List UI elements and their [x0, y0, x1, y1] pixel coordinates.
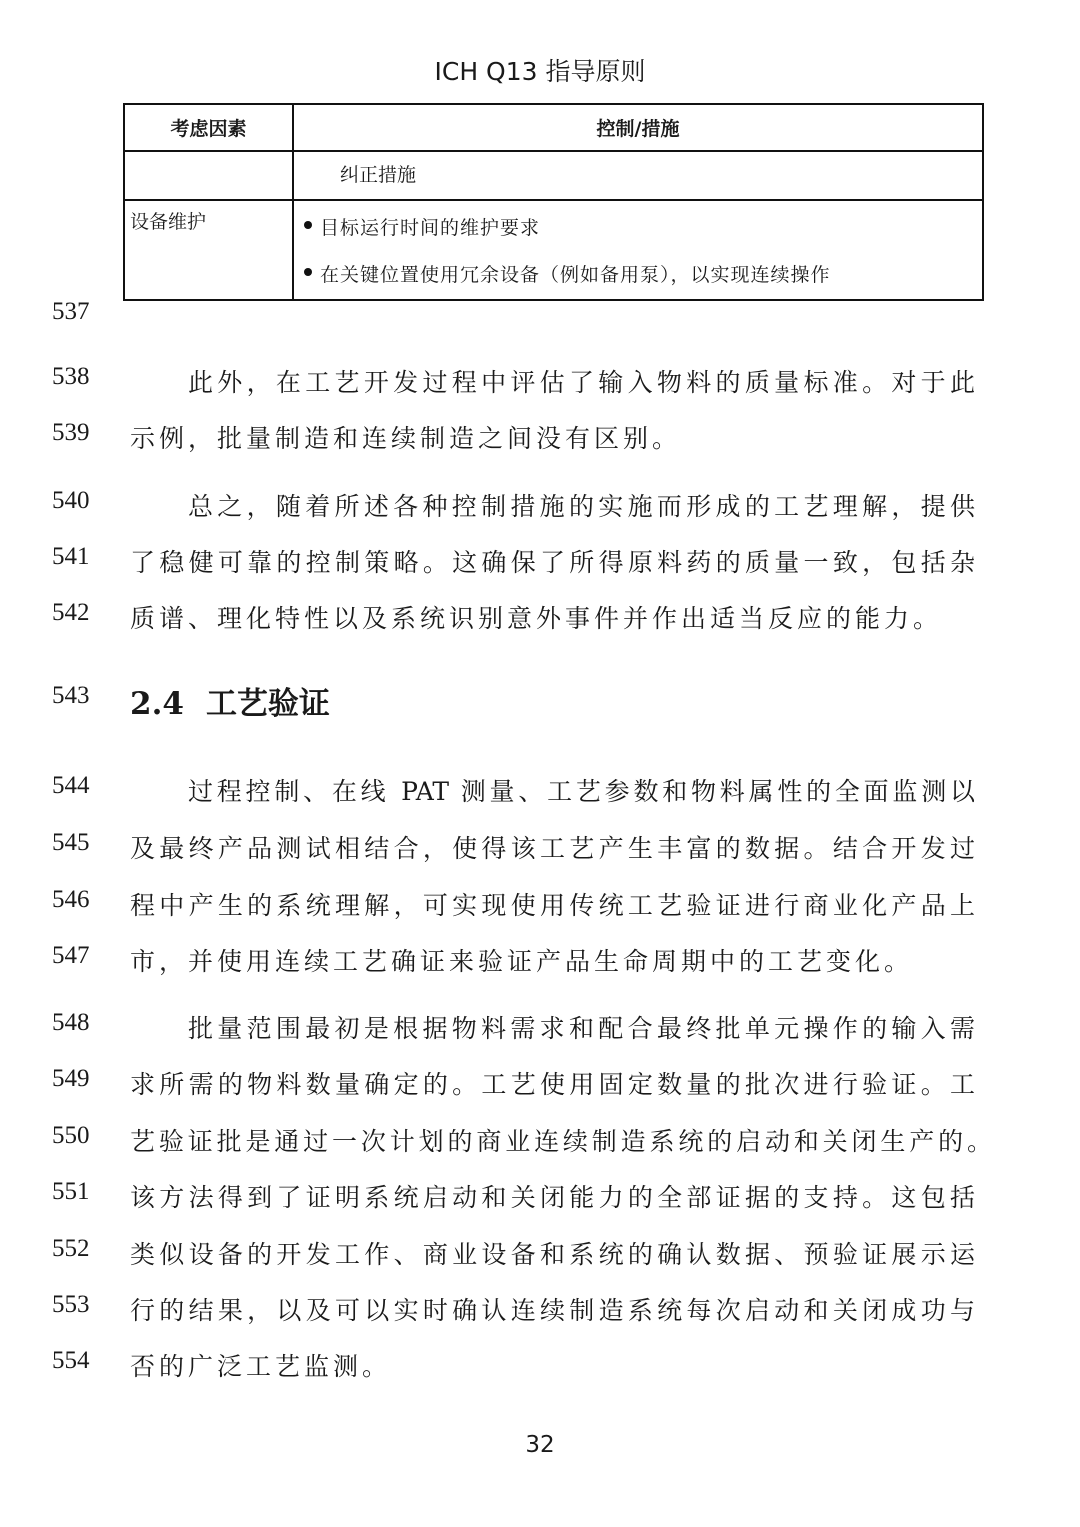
table-cell-factor [124, 151, 293, 200]
body-line: 程中产生的系统理解，可实现使用传统工艺验证进行商业化产品上 [130, 891, 975, 920]
line-number: 543 [52, 682, 90, 709]
table-row [124, 200, 983, 300]
body-line: 总之，随着所述各种控制措施的实施而形成的工艺理解，提供 [188, 492, 975, 521]
body-line: 此外，在工艺开发过程中评估了输入物料的质量标准。对于此 [188, 368, 975, 397]
table-cell-factor: 设备维护 [124, 200, 293, 300]
section-number: 2.4 [130, 686, 184, 722]
line-number: 551 [52, 1178, 90, 1205]
line-number: 538 [52, 363, 90, 390]
line-number: 544 [52, 772, 90, 799]
body-line: 求所需的物料数量确定的。工艺使用固定数量的批次进行验证。工 [130, 1070, 975, 1099]
line-number: 554 [52, 1347, 90, 1374]
line-number: 539 [52, 419, 90, 446]
body-line: 质谱、理化特性以及系统识别意外事件并作出适当反应的能力。 [130, 604, 943, 633]
line-number: 549 [52, 1065, 90, 1092]
body-line: 批量范围最初是根据物料需求和配合最终批单元操作的输入需 [188, 1014, 975, 1043]
body-line: 否的广泛工艺监测。 [130, 1352, 392, 1381]
line-number: 541 [52, 543, 90, 570]
line-number: 540 [52, 487, 90, 514]
line-number: 548 [52, 1009, 90, 1036]
table-header-row [124, 104, 983, 151]
body-line: 了稳健可靠的控制策略。这确保了所得原料药的质量一致，包括杂 [130, 548, 975, 577]
line-number: 552 [52, 1235, 90, 1262]
body-line: 过程控制、在线 PAT 测量、工艺参数和物料属性的全面监测以 [188, 777, 975, 806]
body-line: 行的结果，以及可以实时确认连续制造系统每次启动和关闭成功与 [130, 1296, 975, 1325]
table-cell-measures [293, 200, 983, 300]
line-number: 537 [52, 298, 90, 325]
line-number: 547 [52, 942, 90, 969]
table-cell-measure: 纠正措施 [293, 151, 983, 200]
line-number: 553 [52, 1291, 90, 1318]
body-line: 该方法得到了证明系统启动和关闭能力的全部证据的支持。这包括 [130, 1183, 975, 1212]
line-number: 542 [52, 599, 90, 626]
bullet-item: 在关键位置使用冗余设备（例如备用泵），以实现连续操作 [294, 260, 982, 287]
body-line: 艺验证批是通过一次计划的商业连续制造系统的启动和关闭生产的。 [130, 1127, 992, 1156]
table-header-measures: 控制/措施 [293, 104, 983, 151]
body-line: 类似设备的开发工作、商业设备和系统的确认数据、预验证展示运 [130, 1240, 975, 1269]
section-heading [130, 678, 330, 723]
page-number: 32 [525, 1432, 555, 1458]
line-number: 546 [52, 886, 90, 913]
running-header: ICH Q13 指导原则 [434, 57, 646, 86]
body-line: 示例，批量制造和连续制造之间没有区别。 [130, 424, 682, 453]
table-row [124, 151, 983, 200]
line-number: 550 [52, 1122, 90, 1149]
section-title: 工艺验证 [205, 686, 330, 722]
body-line: 市，并使用连续工艺确证来验证产品生命周期中的工艺变化。 [130, 947, 914, 976]
line-number: 545 [52, 829, 90, 856]
body-line: 及最终产品测试相结合，使得该工艺产生丰富的数据。结合开发过 [130, 834, 975, 863]
table-header-factor: 考虑因素 [124, 104, 293, 151]
control-table [123, 103, 984, 301]
bullet-item: 目标运行时间的维护要求 [294, 213, 982, 240]
